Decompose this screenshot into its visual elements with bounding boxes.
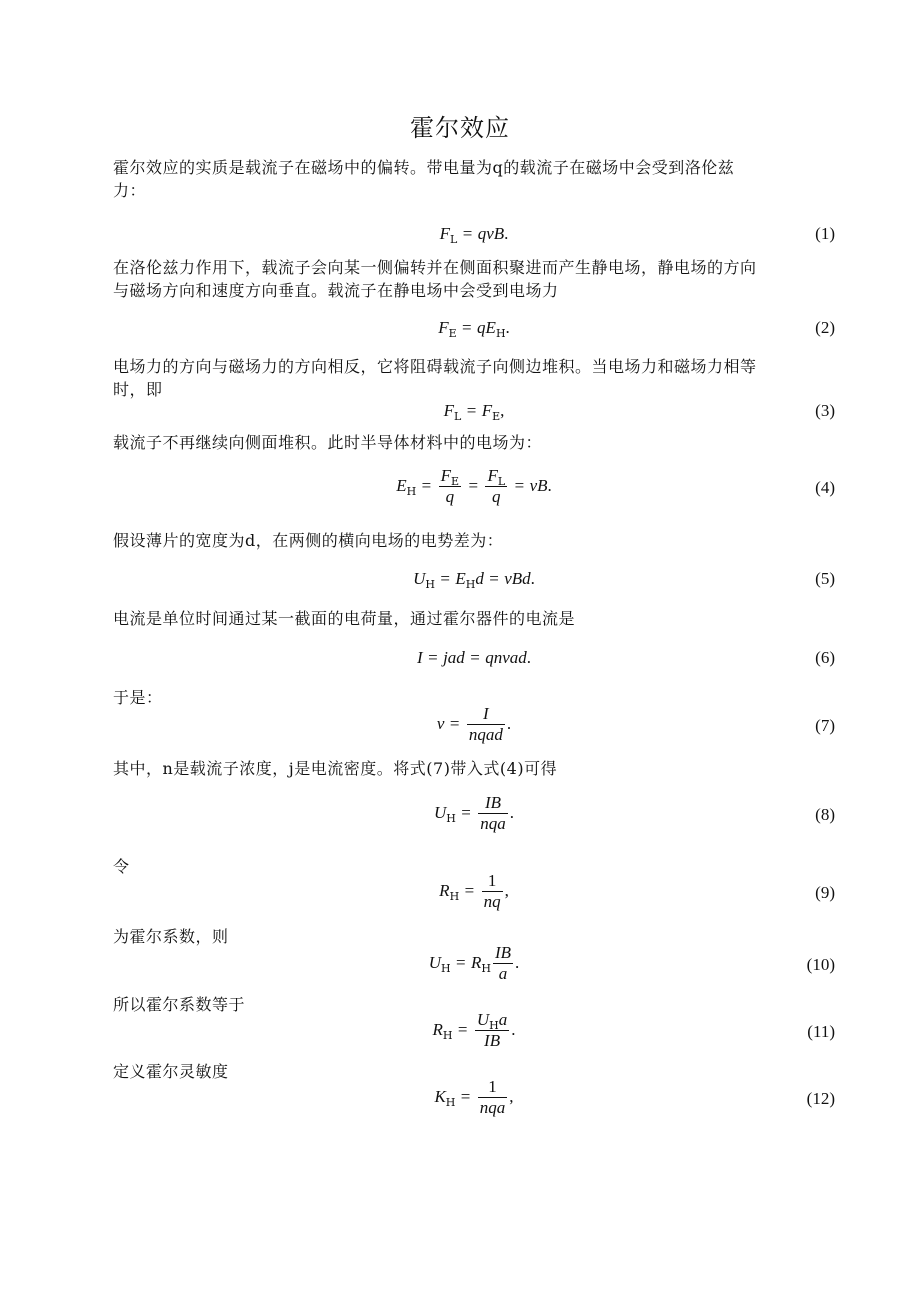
equation-12-body: $K_H$ = $\frac{1}{\text{nqa}}$ ,	[434, 1077, 514, 1117]
equation-number-8: (8)	[815, 805, 835, 824]
equation-11-body: $R_H$ = $\frac{U_Ha}{IB}$ .	[432, 1010, 516, 1050]
equation-number-1: (1)	[815, 224, 835, 243]
fraction-i-over-nqad: $\frac{I}{\text{nqad}}$	[468, 704, 503, 744]
equation-8-body: $U_H$ = $\frac{IB}{\text{nqa}}$ .	[433, 793, 515, 833]
paragraph-3-line-1: 电场力的方向与磁场力的方向相反，它将阻碍载流子向侧边堆积。当电场力和磁场力相等	[113, 357, 757, 376]
equation-10-body: $U_H = R_H$ $\frac{IB}{a}$ .	[428, 943, 520, 983]
paragraph-2-line-1: 在洛伦兹力作用下，载流子会向某一侧偏转并在侧面积聚进而产生静电场，静电场的方向	[113, 258, 757, 277]
paragraph-9: 令	[113, 857, 130, 876]
paragraph-10: 为霍尔系数，则	[113, 927, 229, 946]
equation-number-6: (6)	[815, 648, 835, 667]
fraction-fe-over-q: $\frac{F_E}{q}$	[440, 466, 460, 506]
paragraph-1-line-1: 霍尔效应的实质是载流子在磁场中的偏转。带电量为q的载流子在磁场中会受到洛伦兹	[113, 158, 735, 177]
equation-number-12: (12)	[806, 1089, 835, 1108]
equation-number-3: (3)	[815, 401, 835, 420]
equation-number-7: (7)	[815, 716, 835, 735]
equation-7-body: v = $\frac{I}{\text{nqad}}$ .	[436, 704, 512, 744]
page-title: 霍尔效应	[410, 114, 510, 142]
paragraph-3	[113, 355, 835, 401]
equation-5-body: $U_H = E_Hd$ = vBd.	[413, 569, 535, 591]
paragraph-12: 定义霍尔灵敏度	[113, 1062, 229, 1081]
paragraph-2	[113, 256, 835, 302]
equation-6-body: I = jad = qnvad.	[416, 648, 531, 667]
fraction-ib-over-nqa: $\frac{IB}{\text{nqa}}$	[480, 793, 506, 833]
paragraph-11: 所以霍尔系数等于	[113, 995, 246, 1014]
equation-2-body: $F_E = qE_H$.	[438, 318, 510, 340]
equation-number-11: (11)	[807, 1022, 835, 1041]
paragraph-8: 其中，n是载流子浓度，j是电流密度。将式(7)带入式(4)可得	[113, 759, 558, 778]
paragraph-5: 假设薄片的宽度为d，在两侧的横向电场的电势差为：	[113, 531, 504, 550]
equation-number-2: (2)	[815, 318, 835, 337]
equation-1-body: $F_L$ = qvB.	[439, 224, 509, 246]
paragraph-6: 电流是单位时间通过某一截面的电荷量，通过霍尔器件的电流是	[113, 609, 576, 628]
equation-number-4: (4)	[815, 478, 835, 497]
fraction-fl-over-q: $\frac{F_L}{q}$	[487, 466, 506, 506]
equation-9-body: $R_H$ = $\frac{1}{nq}$ ,	[439, 871, 509, 911]
equation-number-9: (9)	[815, 883, 835, 902]
paragraph-4: 载流子不再继续向侧面堆积。此时半导体材料中的电场为：	[113, 433, 543, 452]
equation-4-body: $E_H$ = $\frac{F_E}{q}$ = $\frac{F_L}{q}$ = vB.	[396, 466, 552, 506]
paragraph-7: 于是：	[113, 688, 163, 707]
paragraph-2-line-2: 与磁场方向和速度方向垂直。载流子在静电场中会受到电场力	[113, 281, 559, 300]
equation-number-10: (10)	[806, 955, 835, 974]
equation-number-5: (5)	[815, 569, 835, 588]
paragraph-3-line-2: 时，即	[113, 380, 163, 399]
fraction-uha-over-ib: $\frac{U_Ha}{IB}$	[476, 1010, 508, 1050]
paragraph-1-line-2: 力：	[113, 181, 147, 200]
paragraph-1	[113, 156, 835, 202]
fraction-ib-over-a: $\frac{IB}{a}$	[494, 943, 512, 983]
fraction-1-over-nq: $\frac{1}{nq}$	[483, 871, 501, 911]
fraction-1-over-nqa: $\frac{1}{\text{nqa}}$	[479, 1077, 506, 1117]
equation-3-body: $F_L = F_E$,	[443, 401, 505, 423]
